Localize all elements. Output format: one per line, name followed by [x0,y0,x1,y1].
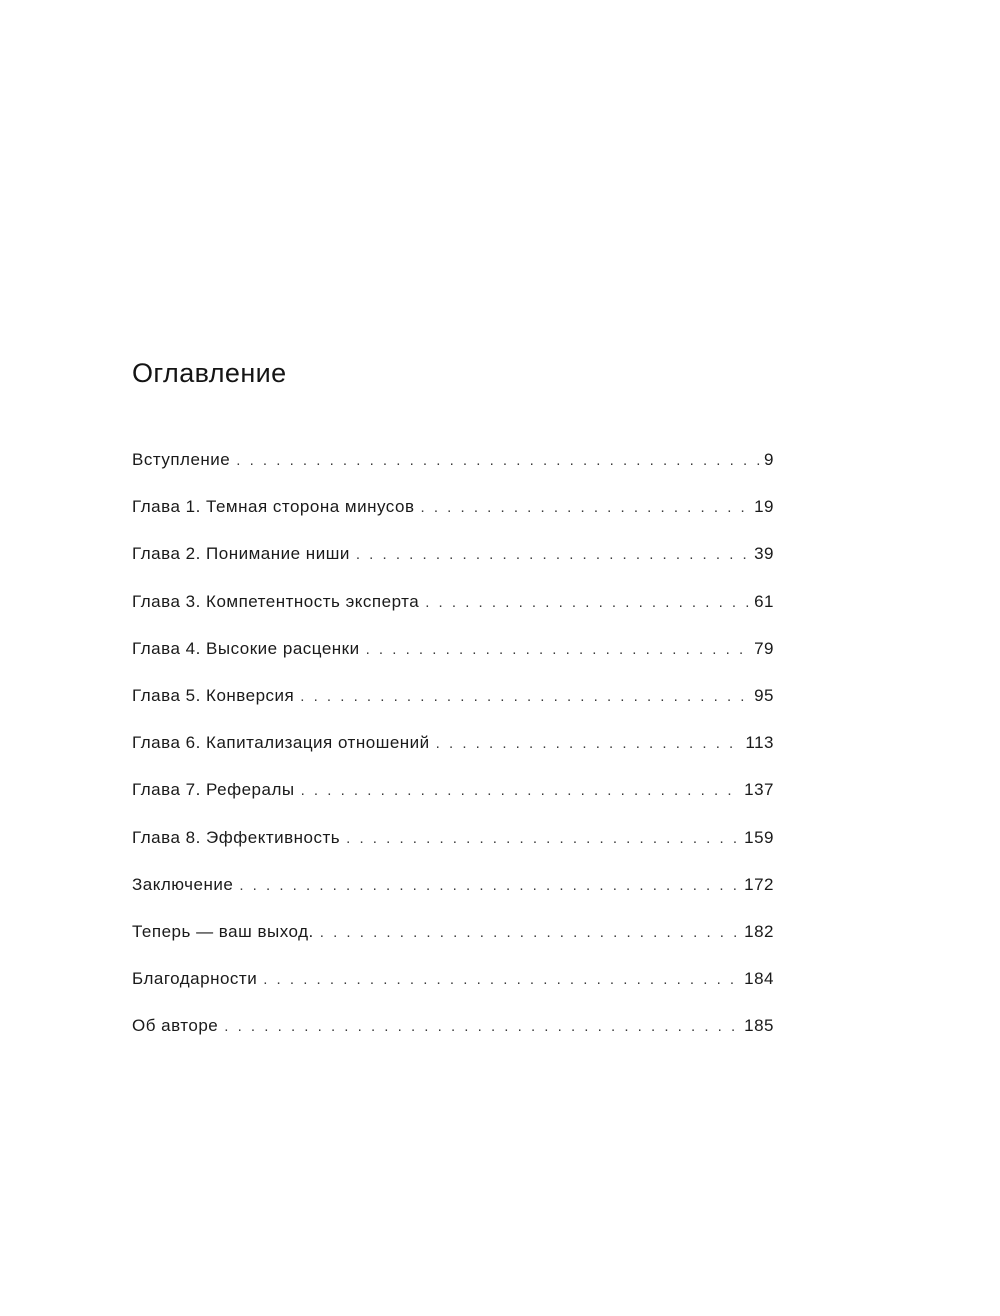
toc-dot-leader [425,588,750,618]
toc-page-number: 79 [754,638,774,658]
toc-entry-label: Теперь — ваш выход. [132,921,314,941]
toc-entry [132,870,774,917]
toc-page-number: 9 [764,450,774,469]
toc-entry [132,917,774,964]
toc-entry-label: Благодарности [132,969,258,989]
table-of-contents [132,445,774,1058]
toc-page-number: 19 [754,497,774,517]
toc-dot-leader [301,776,741,806]
toc-dot-leader [320,918,740,948]
toc-entry [132,964,774,1011]
toc-entry-label: Глава 3. Компетентность эксперта [132,591,420,611]
toc-entry-label: Об авторе [132,1016,219,1036]
toc-dot-leader [436,729,742,759]
toc-page-number: 113 [745,733,774,753]
toc-entry-label: Глава 8. Эффективность [132,827,341,847]
toc-entry [132,634,774,681]
toc-entry [132,492,774,539]
toc-entry-label: Глава 6. Капитализация отношений [132,733,430,753]
toc-entry-label: Глава 7. Рефералы [132,780,295,800]
toc-title: Оглавление [132,358,287,388]
toc-entry [132,728,774,775]
toc-entry [132,775,774,822]
toc-dot-leader [263,965,740,995]
toc-entry-label: Заключение [132,874,234,894]
toc-dot-leader [346,824,740,854]
toc-dot-leader [236,446,760,476]
toc-dot-leader [356,540,750,570]
toc-dot-leader [420,493,750,523]
toc-page-number: 159 [744,827,774,847]
toc-dot-leader [239,871,740,901]
toc-page-number: 184 [744,969,774,989]
toc-dot-leader [300,682,750,712]
toc-entry-label: Глава 2. Понимание ниши [132,544,350,564]
toc-page-number: 185 [744,1016,774,1036]
toc-entry [132,587,774,634]
toc-page-number: 61 [754,591,774,611]
toc-entry-label: Глава 1. Темная сторона минусов [132,497,415,517]
toc-entry [132,823,774,870]
toc-page-number: 95 [754,685,774,705]
toc-entry-label: Глава 4. Высокие расценки [132,638,360,658]
toc-dot-leader [224,1012,740,1042]
toc-page-number: 39 [754,544,774,564]
toc-entry-label: Вступление [132,450,231,469]
toc-entry-label: Глава 5. Конверсия [132,685,295,705]
toc-entry [132,681,774,728]
toc-entry [132,1011,774,1058]
toc-entry [132,539,774,586]
toc-page-number: 137 [744,780,774,800]
toc-page-number: 182 [744,921,774,941]
toc-dot-leader [366,635,750,665]
toc-page-number: 172 [744,874,774,894]
toc-entry [132,445,774,492]
